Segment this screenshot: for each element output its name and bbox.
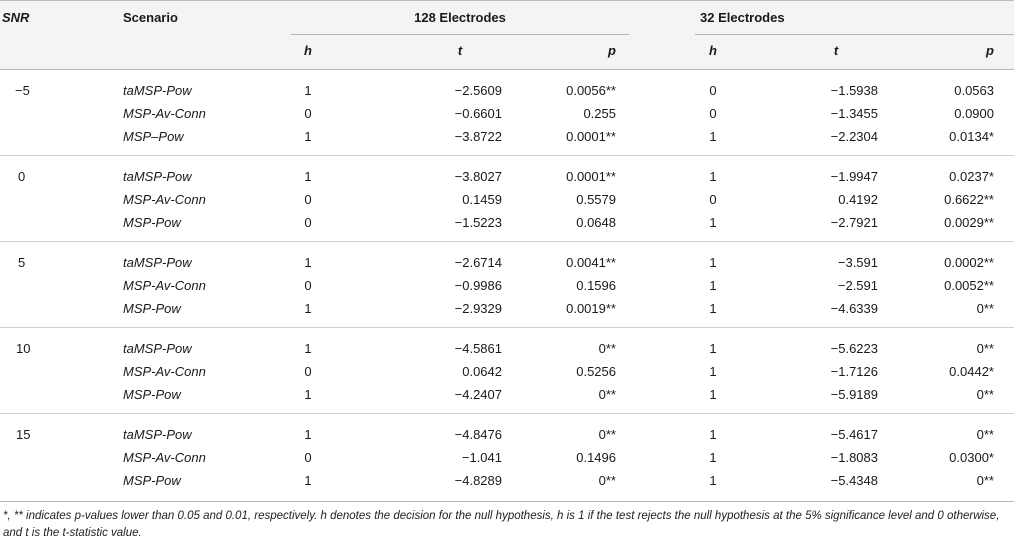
cell-h-32: 1 (709, 278, 717, 293)
cell-p-32: 0.6622** (944, 192, 994, 207)
cell-h-32: 1 (709, 215, 717, 230)
cell-h-128: 0 (304, 450, 312, 465)
cell-t-32: −1.7126 (830, 364, 878, 379)
cell-t-128: −4.5861 (454, 341, 502, 356)
table-footnote: *, ** indicates p-values lower than 0.05 and 0.01, respectively. h denotes the decision for the null hypothesis, h is 1 if the test rejects the null hypothesis at the 5% significance level and 0 otherwise, and t is the t-statistic value. (3, 510, 1000, 539)
group-separator (0, 241, 1014, 242)
cell-h-32: 1 (709, 387, 717, 402)
cell-t-32: −1.8083 (830, 450, 878, 465)
scenario-label: taMSP-Pow (123, 341, 192, 356)
snr-value: 0 (18, 169, 26, 184)
header-h-128: h (304, 43, 312, 58)
cell-p-32: 0.0052** (944, 278, 994, 293)
header-32-electrodes: 32 Electrodes (700, 10, 785, 25)
cell-p-32: 0** (976, 387, 994, 402)
group-separator (0, 155, 1014, 156)
header-t-128: t (457, 43, 463, 58)
cell-t-32: −2.591 (837, 278, 878, 293)
scenario-label: MSP-Av-Conn (123, 278, 206, 293)
group-rule-32 (695, 34, 1014, 35)
header-snr: SNR (2, 10, 30, 25)
cell-p-128: 0.0648 (576, 215, 616, 230)
cell-p-128: 0** (598, 387, 616, 402)
snr-value: 10 (16, 341, 31, 356)
cell-h-128: 0 (304, 215, 312, 230)
cell-h-32: 1 (709, 255, 717, 270)
header-h-32: h (709, 43, 717, 58)
cell-p-32: 0.0900 (954, 106, 994, 121)
cell-t-32: −5.4617 (830, 427, 878, 442)
header-128-electrodes: 128 Electrodes (414, 10, 506, 25)
cell-h-32: 1 (709, 129, 717, 144)
cell-p-128: 0** (598, 341, 616, 356)
cell-t-32: −5.4348 (830, 473, 878, 488)
cell-t-128: −0.6601 (454, 106, 502, 121)
cell-h-32: 1 (709, 301, 717, 316)
cell-p-32: 0** (976, 301, 994, 316)
cell-t-32: −2.7921 (830, 215, 878, 230)
cell-h-32: 1 (709, 427, 717, 442)
cell-h-32: 1 (709, 450, 717, 465)
scenario-label: MSP-Pow (123, 387, 181, 402)
cell-p-32: 0.0563 (954, 83, 994, 98)
cell-p-32: 0.0300* (949, 450, 994, 465)
cell-h-32: 1 (709, 364, 717, 379)
header-rule (0, 69, 1014, 70)
cell-p-128: 0.1496 (576, 450, 616, 465)
cell-t-32: −1.3455 (830, 106, 878, 121)
cell-t-128: 0.0642 (462, 364, 502, 379)
scenario-label: MSP-Pow (123, 215, 181, 230)
scenario-label: taMSP-Pow (123, 83, 192, 98)
cell-t-128: −0.9986 (454, 278, 502, 293)
cell-t-128: −1.5223 (454, 215, 502, 230)
header-scenario: Scenario (123, 10, 178, 25)
cell-h-128: 0 (304, 192, 312, 207)
cell-p-128: 0.0056** (566, 83, 616, 98)
cell-p-32: 0** (976, 341, 994, 356)
top-rule (0, 0, 1014, 1)
scenario-label: MSP–Pow (123, 129, 184, 144)
cell-t-128: −2.6714 (454, 255, 502, 270)
cell-p-128: 0.5579 (576, 192, 616, 207)
cell-h-32: 1 (709, 341, 717, 356)
cell-h-128: 1 (304, 255, 312, 270)
cell-t-128: 0.1459 (462, 192, 502, 207)
cell-p-32: 0.0442* (949, 364, 994, 379)
cell-h-128: 1 (304, 387, 312, 402)
scenario-label: MSP-Pow (123, 301, 181, 316)
cell-h-128: 1 (304, 129, 312, 144)
cell-t-32: −3.591 (837, 255, 878, 270)
header-t-32: t (833, 43, 839, 58)
cell-h-128: 1 (304, 341, 312, 356)
cell-p-128: 0.0001** (566, 169, 616, 184)
scenario-label: taMSP-Pow (123, 255, 192, 270)
cell-h-32: 1 (709, 473, 717, 488)
cell-p-32: 0.0237* (949, 169, 994, 184)
scenario-label: MSP-Pow (123, 473, 181, 488)
cell-t-32: −4.6339 (830, 301, 878, 316)
cell-t-32: −1.5938 (830, 83, 878, 98)
snr-value: 15 (16, 427, 31, 442)
group-rule-128 (291, 34, 629, 35)
cell-t-128: −4.8289 (454, 473, 502, 488)
scenario-label: taMSP-Pow (123, 169, 192, 184)
snr-value: 5 (18, 255, 26, 270)
cell-t-128: −1.041 (461, 450, 502, 465)
cell-p-32: 0.0002** (944, 255, 994, 270)
cell-t-32: −5.9189 (830, 387, 878, 402)
cell-t-32: −2.2304 (830, 129, 878, 144)
cell-h-128: 0 (304, 106, 312, 121)
cell-p-32: 0.0029** (944, 215, 994, 230)
scenario-label: MSP-Av-Conn (123, 192, 206, 207)
cell-t-128: −2.5609 (454, 83, 502, 98)
scenario-label: MSP-Av-Conn (123, 364, 206, 379)
scenario-label: MSP-Av-Conn (123, 450, 206, 465)
cell-p-128: 0.1596 (576, 278, 616, 293)
cell-t-128: −2.9329 (454, 301, 502, 316)
cell-h-32: 1 (709, 169, 717, 184)
cell-h-32: 0 (709, 192, 717, 207)
scenario-label: taMSP-Pow (123, 427, 192, 442)
bottom-rule (0, 501, 1014, 502)
cell-t-128: −4.8476 (454, 427, 502, 442)
cell-p-128: 0** (598, 427, 616, 442)
group-separator (0, 327, 1014, 328)
cell-p-32: 0** (976, 427, 994, 442)
cell-h-128: 0 (304, 278, 312, 293)
cell-p-32: 0.0134* (949, 129, 994, 144)
header-p-32: p (986, 43, 994, 58)
cell-h-128: 1 (304, 427, 312, 442)
group-separator (0, 413, 1014, 414)
snr-value: −5 (15, 83, 30, 98)
cell-h-128: 1 (304, 83, 312, 98)
cell-h-128: 1 (304, 301, 312, 316)
cell-h-32: 0 (709, 106, 717, 121)
cell-t-128: −3.8027 (454, 169, 502, 184)
cell-p-128: 0.255 (583, 106, 616, 121)
cell-p-128: 0.0041** (566, 255, 616, 270)
cell-p-128: 0** (598, 473, 616, 488)
cell-t-32: 0.4192 (838, 192, 878, 207)
cell-t-128: −3.8722 (454, 129, 502, 144)
header-p-128: p (608, 43, 616, 58)
cell-p-128: 0.0019** (566, 301, 616, 316)
cell-t-128: −4.2407 (454, 387, 502, 402)
cell-h-128: 0 (304, 364, 312, 379)
cell-t-32: −5.6223 (830, 341, 878, 356)
cell-t-32: −1.9947 (830, 169, 878, 184)
cell-p-32: 0** (976, 473, 994, 488)
cell-h-128: 1 (304, 169, 312, 184)
cell-h-128: 1 (304, 473, 312, 488)
cell-h-32: 0 (709, 83, 717, 98)
scenario-label: MSP-Av-Conn (123, 106, 206, 121)
cell-p-128: 0.5256 (576, 364, 616, 379)
cell-p-128: 0.0001** (566, 129, 616, 144)
